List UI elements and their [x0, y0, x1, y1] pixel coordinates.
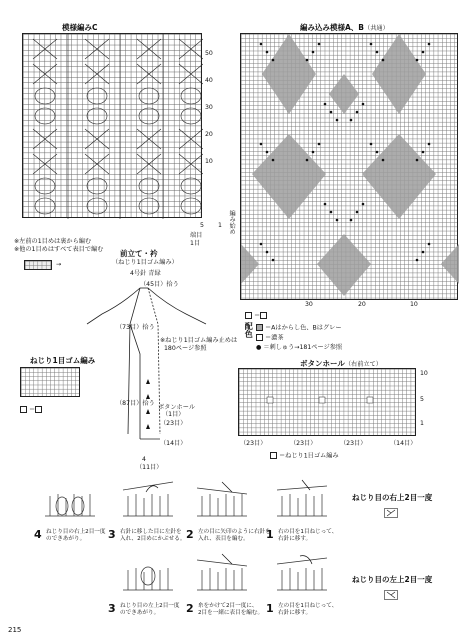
- t2-step-3-text: [120, 603, 180, 617]
- pattern-ab-title-suffix: （共通）: [364, 25, 389, 32]
- buttonhole-row-1: 1: [420, 420, 424, 427]
- buttonhole-chart-marks: [239, 369, 417, 437]
- t1-step-1-text: [278, 529, 337, 543]
- collar-count-14: （14目）: [160, 440, 187, 447]
- color-legend-gray: [256, 324, 342, 332]
- t1-step-1-line-2: 右針に移す。: [278, 535, 312, 542]
- collar-width-label: 4: [142, 456, 146, 463]
- t1-step-3-text: [120, 529, 185, 543]
- pattern-c-chart: [22, 33, 202, 218]
- t1-step-1-line-1: 右の目を1目ねじって、: [278, 529, 338, 535]
- technique-2-title: ねじり目の左上2目一度: [352, 575, 433, 584]
- pattern-c-note-2: ※他の1目めはすべて表目で編む: [14, 246, 104, 253]
- pattern-ab-col-10: 30: [305, 301, 313, 308]
- legend-gray-label: ＝Aはからし色、Bはグレー: [265, 324, 342, 332]
- t2-step-2-num: 2: [186, 602, 194, 615]
- legend-box-plain-3: [256, 334, 263, 341]
- rib-chart: [20, 367, 80, 397]
- pattern-c-col-5: 5: [200, 222, 204, 229]
- buttonhole-count-1: （23目）: [240, 440, 267, 447]
- legend-swatch: [24, 260, 52, 270]
- collar-left-count-1: （73目）拾う: [116, 324, 155, 331]
- t1-step-3-line-2: 入れ、2目めにかぶせる。: [120, 535, 186, 542]
- t2-step-2-line-2: 2目を一緒に表目を編む。: [198, 609, 264, 616]
- t1-step-2-num: 2: [186, 528, 194, 541]
- pattern-c-row-numbers: 50 40 30 20 10: [205, 50, 213, 165]
- t1-step-4-num: 4: [34, 528, 42, 541]
- collar-drawing: [82, 284, 212, 454]
- collar-left-count-2: （87目）拾う: [116, 400, 155, 407]
- pattern-c-edge-label: 端目: [190, 232, 203, 239]
- t2-step-1-num: 1: [266, 602, 274, 615]
- buttonhole-legend-box: [270, 452, 277, 459]
- collar-count-23: （23目）: [160, 420, 187, 427]
- buttonhole-count-4: （14目）: [390, 440, 417, 447]
- rib-title: ねじり1目ゴム編み: [30, 356, 96, 365]
- step-3-illustration: [118, 478, 178, 526]
- left-decrease-symbol-icon: [384, 590, 398, 600]
- t1-step-2-line-1: 左の目に矢印のように右針を: [198, 529, 271, 535]
- color-legend-dot: [256, 334, 284, 342]
- rib-legend-box-2: [35, 406, 42, 413]
- pattern-c-start-label: 編み始め: [228, 210, 236, 235]
- pattern-ab-title: [300, 22, 389, 33]
- legend-box-plain: [245, 312, 252, 319]
- buttonhole-legend-text: ＝ねじり1目ゴム編み: [279, 452, 339, 460]
- page-number: 215: [8, 626, 22, 634]
- t2-step-3-line-2: のできあがり。: [120, 609, 160, 616]
- collar-top-count: （45目）拾う: [140, 281, 179, 288]
- t1-step-2-text: [198, 529, 271, 543]
- step-4-illustration: [40, 486, 100, 526]
- t2-step-1-line-2: 右針に移す。: [278, 609, 312, 616]
- rib-legend-eq: ＝: [29, 406, 36, 414]
- t2-step-1-text: [278, 603, 337, 617]
- right-decrease-symbol-icon: [384, 508, 398, 518]
- t2-step-3-illustration: [118, 556, 178, 600]
- color-heading: 配色: [244, 322, 254, 338]
- embroidery-note: ● ＝刺しゅう→181ページ参照: [256, 344, 343, 351]
- buttonhole-row-10: 10: [420, 370, 428, 377]
- pattern-c-col-1: 1: [218, 222, 222, 229]
- t2-step-1-line-1: 左の目を1目ねじって、: [278, 603, 338, 609]
- collar-buttonhole-count: （1目）: [162, 411, 185, 418]
- legend-plain-label: ＝濃茶: [265, 334, 284, 342]
- pattern-c-stitch-label: 1目: [190, 240, 201, 247]
- pattern-c-title: 模様編みC: [62, 23, 98, 32]
- step-2-illustration: [192, 478, 252, 526]
- collar-width-unit: （11目）: [136, 464, 163, 471]
- pattern-ab-col-20: 20: [358, 301, 366, 308]
- pattern-ab-legend-1: ＝: [245, 312, 269, 320]
- buttonhole-title-text: ボタンホール: [300, 359, 345, 368]
- collar-subtitle: （ねじり1目ゴム編み）: [112, 259, 178, 266]
- collar-buttonhole-label: ボタンホール: [158, 404, 196, 411]
- t1-step-4-text: [46, 529, 106, 543]
- rib-legend: [20, 406, 44, 414]
- t2-step-3-num: 3: [108, 602, 116, 615]
- t2-step-3-line-1: ねじり目の左上2目一度: [120, 603, 180, 609]
- rib-legend-box: [20, 406, 27, 413]
- buttonhole-count-3: （23目）: [340, 440, 367, 447]
- t2-step-2-illustration: [192, 552, 252, 600]
- argyle-pattern-drawing: [241, 34, 459, 301]
- buttonhole-chart: [238, 368, 416, 436]
- t1-step-4-line-2: のできあがり。: [46, 535, 86, 542]
- technique-1-title: ねじり目の右上2目一度: [352, 493, 433, 502]
- buttonhole-title-suffix: （右前立て）: [344, 361, 382, 368]
- pattern-c-legend: [24, 258, 84, 272]
- buttonhole-legend: [270, 452, 339, 460]
- t1-step-4-line-1: ねじり目の右上2目一度: [46, 529, 106, 535]
- legend-arrow: →: [56, 261, 62, 268]
- pattern-c-note-1: ※左前の1目めは裏から編む: [14, 238, 92, 245]
- collar-note-2: 180ページ参照: [164, 345, 207, 352]
- t1-step-1-num: 1: [266, 528, 274, 541]
- t1-step-3-line-1: 右針に移した目に左針を: [120, 529, 182, 535]
- legend-box-plain-2: [260, 312, 267, 319]
- pattern-ab-title-text: 編み込み模様A、B: [300, 23, 365, 32]
- t2-step-2-text: [198, 603, 263, 617]
- t1-step-2-line-2: 入れ、表目を編む。: [198, 535, 249, 542]
- t2-step-1-illustration: [272, 552, 332, 600]
- buttonhole-count-2: （23目）: [290, 440, 317, 447]
- collar-note-1: ※ねじり1目ゴム編み止めは: [160, 337, 238, 344]
- step-1-illustration: [272, 478, 332, 526]
- legend-box-gray: [256, 324, 263, 331]
- collar-title: 前立て・衿: [120, 249, 158, 258]
- collar-needle: 4号針 青緑: [130, 270, 161, 277]
- cable-pattern-drawing: [23, 34, 203, 219]
- t2-step-2-line-1: 糸をかけて2目一度に、: [198, 603, 258, 609]
- buttonhole-row-5: 5: [420, 396, 424, 403]
- pattern-ab-col-30: 10: [410, 301, 418, 308]
- pattern-ab-chart: [240, 33, 458, 300]
- t1-step-3-num: 3: [108, 528, 116, 541]
